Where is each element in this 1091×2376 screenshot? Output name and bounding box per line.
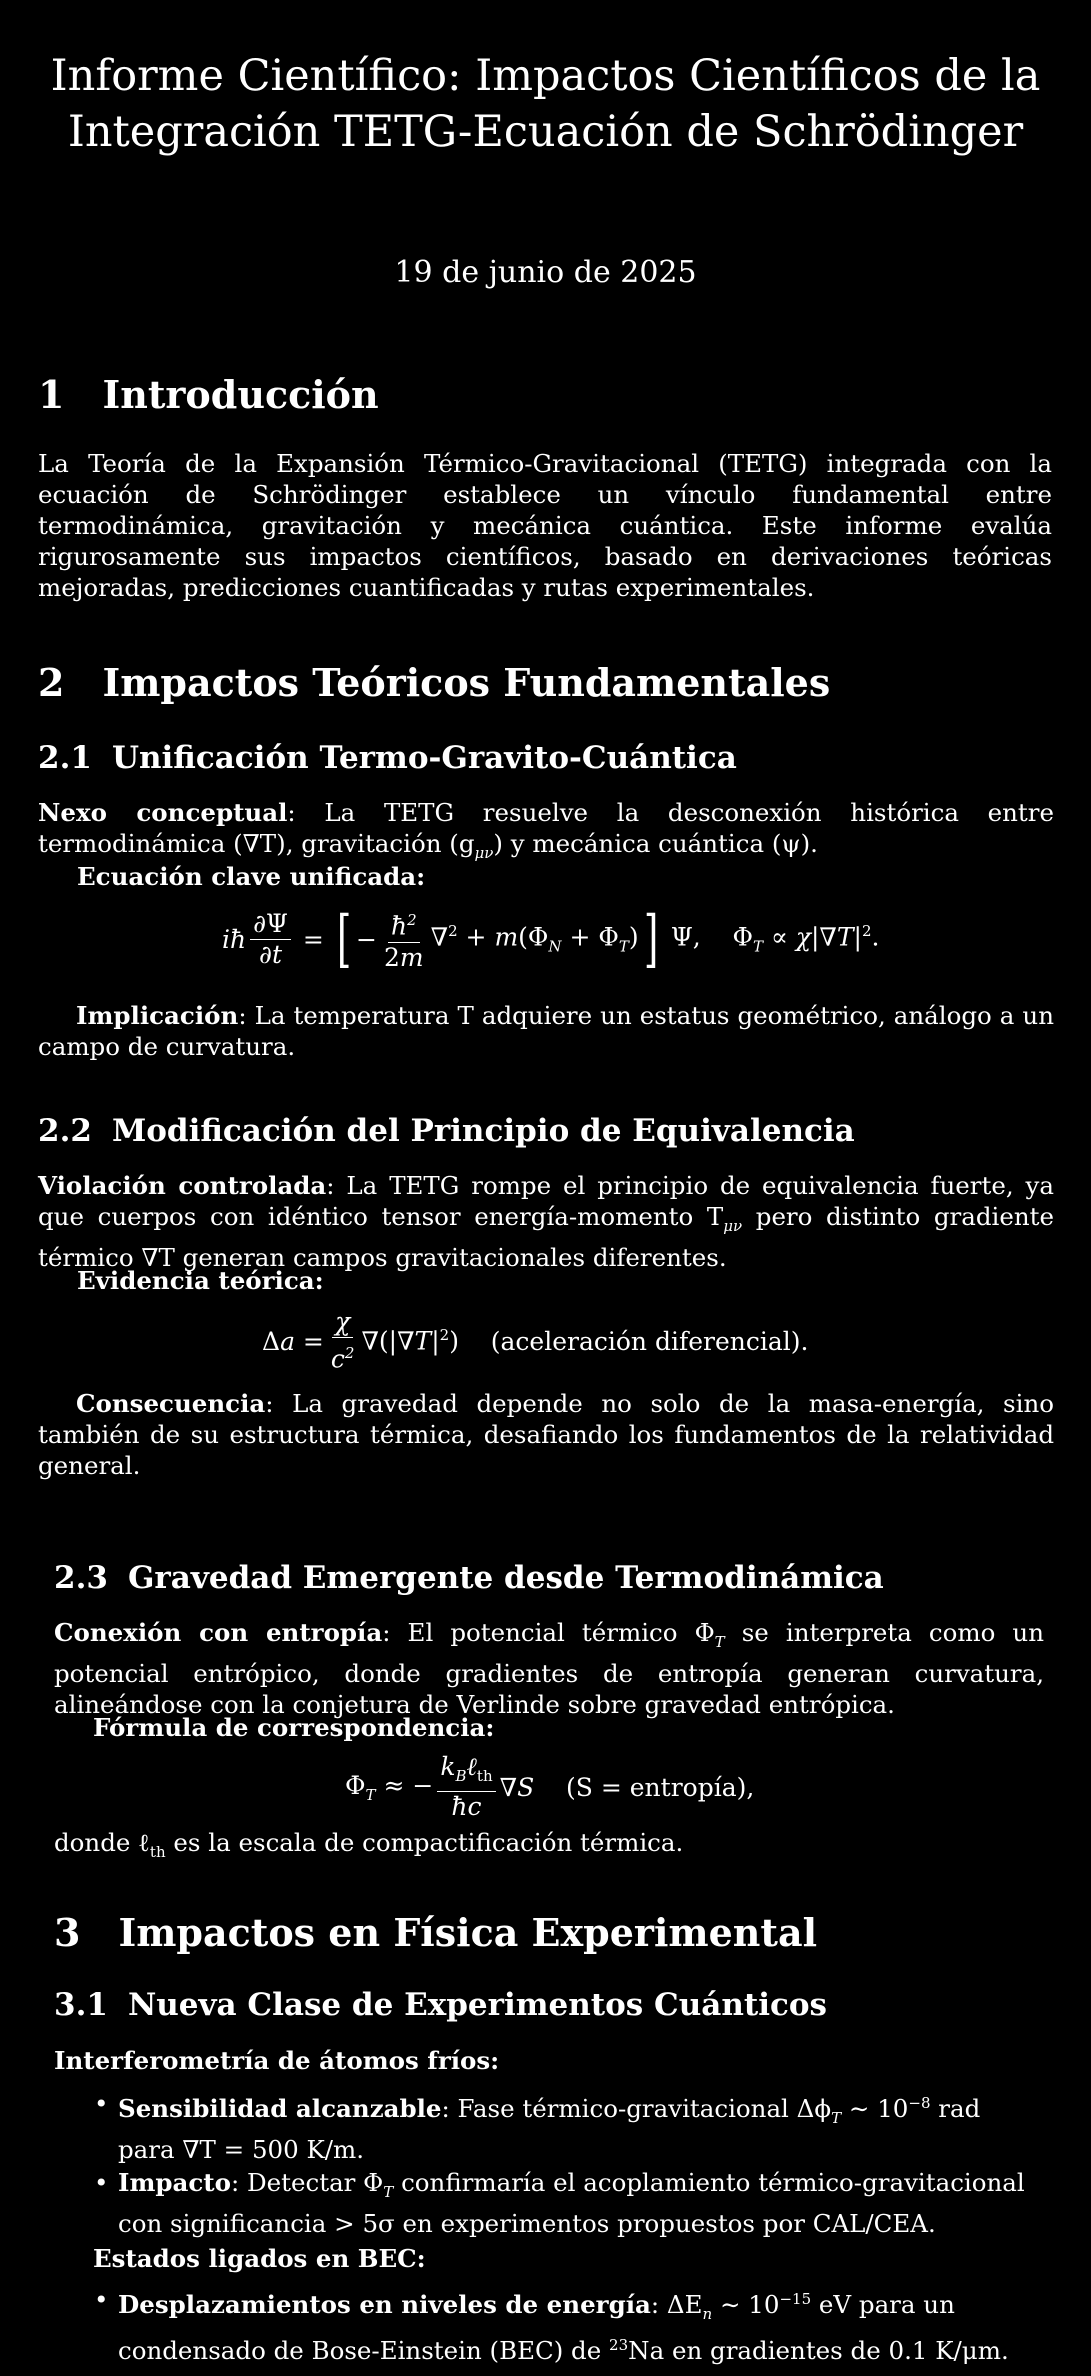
list-item: • Impacto: Detectar $\Phi_T$ confirmaría el acoplamiento térmico-gravitacional con significancia > 5σ en experimentos propuestos por CAL/CEA.: [94, 2168, 1025, 2238]
list-item: • Desplazamientos en niveles de energía: $\Delta E_n$ ∼ $10^{-15}$ eV para un condensado de Bose-Einstein (BEC) de $^{23}$Na en gradientes de 0.1 K/μm.: [94, 2285, 1009, 2366]
donde-text: donde ℓ: [54, 1828, 150, 1857]
nexo-text-end: ) y mecánica cuántica (ψ).: [493, 829, 818, 858]
bullet-label: Desplazamientos en niveles de energía: [118, 2290, 651, 2320]
list-item: • Sensibilidad alcanzable: Fase térmico-gravitacional $\Delta\phi_T$ ∼ $10^{-8}$ rad para ∇T = 500 K/m.: [94, 2089, 981, 2165]
section-number: 3: [54, 1910, 81, 1955]
bullet-text-4: Na en gradientes de 0.1 K/μm.: [628, 2336, 1009, 2366]
conexion-label: Conexión con entropía: [54, 1618, 383, 1647]
interferometria-label: [54, 2045, 1044, 2076]
consecuencia-paragraph: [38, 1388, 1054, 1481]
eq-note: (S = entropía),: [566, 1772, 755, 1802]
bec-label: [93, 2243, 993, 2274]
title-line-2: Integración TETG-Ecuación de Schrödinger: [67, 107, 1024, 157]
section-title: Impactos Teóricos Fundamentales: [102, 660, 831, 705]
interferometria-label-text: Interferometría de átomos fríos:: [54, 2046, 500, 2075]
section-2-heading: [38, 660, 830, 705]
entropic-potential-equation: $\Phi_T$ ≈ − $\frac{k_B\ell_{th}}{ħc}$ ∇S (S = entropía),: [345, 1752, 755, 1821]
bec-label-text: Estados ligados en BEC:: [93, 2244, 426, 2273]
subsection-2-3-heading: [54, 1560, 884, 1596]
section-title: Introducción: [102, 372, 379, 417]
nexo-label: Nexo conceptual: [38, 798, 288, 827]
formula-label-text: Fórmula de correspondencia:: [93, 1713, 495, 1742]
donde-text-end: es la escala de compactificación térmica.: [165, 1828, 684, 1857]
formula-label: [93, 1712, 993, 1743]
implicacion-text: : La temperatura T adquiere un estatus geométrico, análogo a un campo de curvatura.: [38, 1001, 1054, 1061]
donde-paragraph: donde ℓ$_{th}$ es la escala de compactificación térmica.: [54, 1828, 684, 1861]
implicacion-paragraph: [38, 1000, 1054, 1062]
bullet-text-2: confirmaría el acoplamiento térmico-gravitacional con significancia > 5σ en experimentos propuestos por CAL/CEA.: [118, 2168, 1025, 2238]
bullet-text: : ΔE: [650, 2290, 703, 2320]
subsection-title: Gravedad Emergente desde Termodinámica: [127, 1560, 884, 1596]
subsection-title: Unificación Termo-Gravito-Cuántica: [111, 740, 737, 776]
consecuencia-label: Consecuencia: [76, 1389, 266, 1418]
bullet-icon: •: [94, 2168, 109, 2197]
report-title: [0, 48, 1091, 160]
violacion-text: : La TETG rompe el principio de equivalencia fuerte, ya que cuerpos con idéntico tensor energía-momento T: [38, 1171, 1054, 1231]
nexo-text: : La TETG resuelve la desconexión histórica entre termodinámica (∇T), gravitación (g: [38, 798, 1054, 858]
report-date: 19 de junio de 2025: [394, 255, 697, 290]
bullet-text: : Detectar Φ: [230, 2168, 384, 2197]
conexion-paragraph: Conexión con entropía: El potencial térmico $\Phi_T$ se interpreta como un potencial entrópico, donde gradientes de entropía generan curvatura, alineándose con la conjetura de Verlinde sobre gravedad entrópica.: [54, 1618, 1044, 1719]
bullet-text-2: ∼ 10: [841, 2094, 909, 2124]
evidencia-label: [77, 1265, 977, 1296]
title-line-1: Informe Científico: Impactos Científicos de la: [50, 51, 1041, 101]
nexo-paragraph: Nexo conceptual: La TETG resuelve la desconexión histórica entre termodinámica (∇T), gravitación $(g_{\mu\nu})$ y mecánica cuántica (ψ).: [38, 798, 1054, 862]
section-number: 2: [38, 660, 65, 705]
section-1-heading: [38, 372, 379, 417]
bullet-text-3: eV para un condensado de Bose-Einstein (BEC) de: [118, 2290, 955, 2366]
conexion-text-end: se interpreta como un potencial entrópico, donde gradientes de entropía generan curvatura, alineándose con la conjetura de Verlinde sobre gravedad entrópica.: [54, 1618, 1044, 1719]
bullet-icon: •: [94, 2285, 109, 2314]
intro-paragraph: La Teoría de la Expansión Térmico-Gravitacional (TETG) integrada con la ecuación de Schrödinger establece un vínculo fundamental entre termodinámica, gravitación y mecánica cuántica. Este informe evalúa rigurosamente sus impactos científicos, basado en derivaciones teóricas mejoradas, predicciones cuantificadas y rutas experimentales.: [38, 449, 1052, 602]
bullet-icon: •: [94, 2089, 109, 2118]
implicacion-label: Implicación: [76, 1001, 239, 1030]
subsection-2-2-heading: [38, 1113, 855, 1149]
subsection-3-1-heading: [54, 1987, 827, 2023]
bullet-text: : Fase térmico-gravitacional Δϕ: [441, 2094, 832, 2124]
subsection-title: Modificación del Principio de Equivalencia: [111, 1113, 855, 1149]
violacion-paragraph: Violación controlada: La TETG rompe el principio de equivalencia fuerte, ya que cuerpos con idéntico tensor energía-momento $T_{\mu\nu}$ pero distinto gradiente térmico ∇T generan campos gravitacionales diferentes.: [38, 1171, 1054, 1272]
evidencia-label-text: Evidencia teórica:: [77, 1266, 324, 1295]
subsection-number: 2.2: [38, 1113, 92, 1149]
section-3-heading: [54, 1910, 817, 1955]
subsection-number: 3.1: [54, 1987, 108, 2023]
bullet-text-2: ∼ 10: [712, 2290, 780, 2320]
conexion-text: : El potencial térmico Φ: [382, 1618, 715, 1647]
section-title: Impactos en Física Experimental: [118, 1910, 817, 1955]
schrodinger-equation: iħ $\frac{\partial\Psi}{\partial t}$ = [ − $\frac{ħ^2}{2m}$ $\nabla^2 + m(\Phi_N + \Phi_T)$ ] Ψ, $\Phi_T \propto \chi|\nabla T|^2$.: [222, 902, 880, 975]
violacion-label: Violación controlada: [38, 1171, 327, 1200]
bullet-text-3: rad para ∇T = 500 K/m.: [118, 2094, 981, 2165]
subsection-number: 2.1: [38, 740, 92, 776]
violacion-text-end: pero distinto gradiente térmico ∇T generan campos gravitacionales diferentes.: [38, 1202, 1054, 1272]
consecuencia-text: : La gravedad depende no solo de la masa-energía, sino también de su estructura térmica, desafiando los fundamentos de la relatividad general.: [38, 1389, 1054, 1480]
bullet-label: Impacto: [118, 2168, 231, 2197]
section-number: 1: [38, 372, 65, 417]
eq-label-text: Ecuación clave unificada:: [77, 862, 426, 891]
subsection-title: Nueva Clase de Experimentos Cuánticos: [127, 1987, 827, 2023]
subsection-2-1-heading: [38, 740, 737, 776]
subsection-number: 2.3: [54, 1560, 108, 1596]
eq-note: (aceleración diferencial).: [490, 1326, 809, 1356]
bullet-label: Sensibilidad alcanzable: [118, 2094, 442, 2124]
differential-acceleration-equation: Δa = $\frac{\chi}{c^2}$ $\nabla(|\nabla T|^2)$ (aceleración diferencial).: [262, 1307, 809, 1374]
eq-label: [77, 861, 977, 892]
